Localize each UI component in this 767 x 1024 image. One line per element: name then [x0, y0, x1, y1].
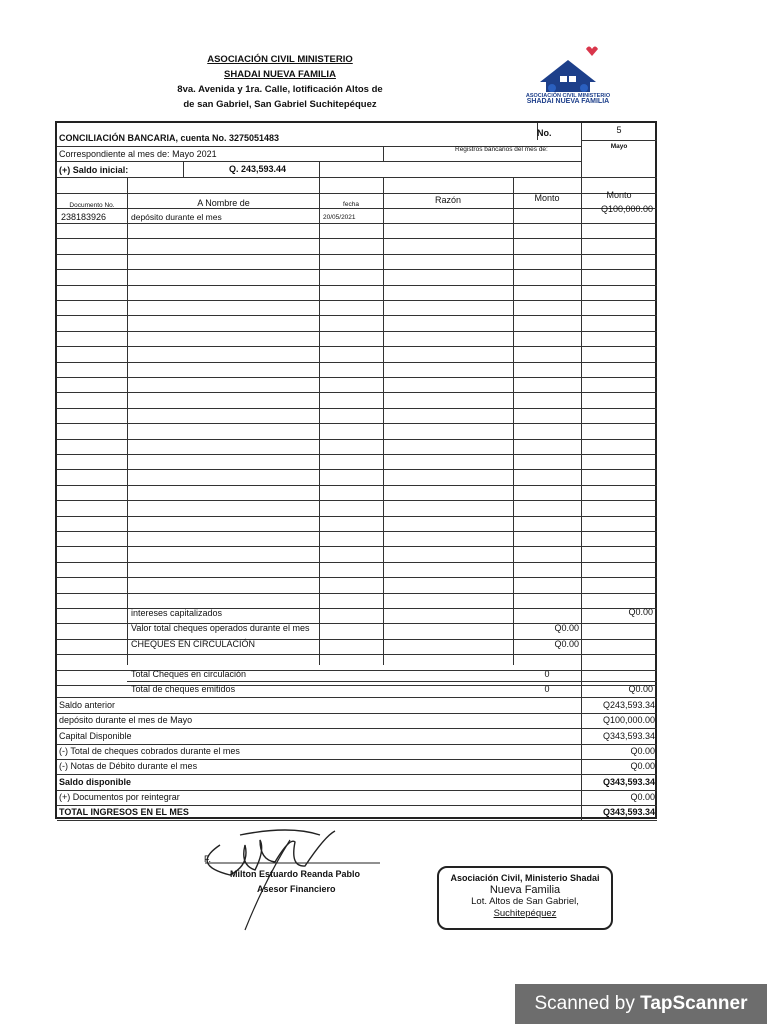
cheques-circ-label: CHEQUES EN CIRCULACIÓN [131, 639, 256, 649]
total-emitidos-label: Total de cheques emitidos [131, 684, 236, 694]
row-monto2: Q100,000.00 [600, 204, 653, 214]
stamp-line2: Nueva Familia [489, 884, 561, 896]
valor-cheques-value: Q0.00 [554, 623, 579, 633]
signature-prefix: F. [204, 854, 212, 864]
col-header-documento: Documento No. [69, 202, 115, 209]
logo-caption [508, 93, 628, 105]
no-value: 5 [616, 125, 622, 135]
signature-role: Asesor Financiero [257, 884, 336, 894]
banner-prefix: Scanned by [534, 993, 641, 1014]
summary-label: Capital Disponible [59, 730, 132, 741]
col-header-monto-2: Monto [606, 190, 632, 200]
scanner-watermark [515, 984, 767, 1024]
row-documento: 238183926 [61, 212, 107, 222]
summary-value: Q343,593.34 [602, 776, 655, 787]
total-circulacion-count: 0 [544, 669, 550, 679]
summary-label: Saldo disponible [59, 776, 132, 787]
row-fecha: 20/05/2021 [323, 214, 356, 221]
col-header-razon: Razón [434, 195, 461, 205]
col-header-monto: Monto [534, 193, 560, 203]
org-name-line2: SHADAI NUEVA FAMILIA [224, 69, 336, 80]
banner-brand: TapScanner [640, 993, 748, 1014]
total-emitidos-count: 0 [544, 684, 550, 694]
no-label: No. [537, 128, 552, 138]
summary-label: depósito durante el mes de Mayo [59, 715, 193, 726]
total-emitidos-value: Q0.00 [628, 684, 653, 694]
intereses-label: intereses capitalizados [131, 608, 223, 618]
summary-label: (+) Documentos por reintegrar [59, 791, 180, 802]
col-header-nombre: A Nombre de [197, 198, 250, 208]
summary-label: (-) Total de cheques cobrados durante el mes [59, 745, 240, 756]
stamp-line3: Lot. Altos de San Gabriel, [471, 896, 579, 907]
org-address-line1: 8va. Avenida y 1ra. Calle, lotificación Altos de [177, 84, 383, 95]
summary-label: TOTAL INGRESOS EN EL MES [59, 807, 189, 818]
registros-value: Mayo [610, 143, 628, 150]
summary-value: Q0.00 [630, 745, 655, 756]
stamp-line4: Suchitepéquez [493, 908, 557, 919]
org-address-line2: de san Gabriel, San Gabriel Suchitepéquez [183, 99, 377, 110]
col-header-fecha: fecha [343, 201, 359, 208]
valor-cheques-label: Valor total cheques operados durante el mes [131, 623, 310, 633]
intereses-value: Q0.00 [628, 607, 653, 617]
summary-value: Q343,593.34 [602, 730, 655, 741]
summary-label: Saldo anterior [59, 700, 116, 710]
bank-reconciliation-form [55, 121, 657, 819]
registros-label: Registros bancarios del mes de: [455, 146, 548, 153]
total-circulacion-label: Total Cheques en circulación [131, 669, 247, 679]
summary-value: Q243,593.34 [602, 700, 655, 710]
summary-value: Q0.00 [630, 761, 655, 772]
org-header [160, 52, 400, 112]
summary-value: Q100,000.00 [602, 715, 655, 726]
signature-name: Milton Estuardo Reanda Pablo [230, 869, 361, 879]
organization-stamp [437, 866, 613, 930]
cheques-circ-value: Q0.00 [554, 639, 579, 649]
logo-caption-line1: ASOCIACIÓN CIVIL MINISTERIO [525, 93, 611, 99]
org-name-line1: ASOCIACIÓN CIVIL MINISTERIO [207, 54, 353, 65]
saldo-inicial-label: (+) Saldo inicial: [59, 165, 129, 175]
form-title: CONCILIACIÓN BANCARIA, cuenta No. 3275051483 [59, 133, 280, 143]
month-line: Correspondiente al mes de: Mayo 2021 [59, 149, 217, 159]
row-nombre: depósito durante el mes [131, 212, 222, 222]
saldo-inicial-value: Q. 243,593.44 [229, 164, 287, 174]
summary-value: Q343,593.34 [602, 807, 655, 818]
summary-label: (-) Notas de Débito durante el mes [59, 761, 198, 772]
summary-value: Q0.00 [630, 791, 655, 802]
stamp-line1: Asociación Civil, Ministerio Shadai [450, 873, 600, 883]
logo-caption-line2: SHADAI NUEVA FAMILIA [526, 98, 610, 105]
